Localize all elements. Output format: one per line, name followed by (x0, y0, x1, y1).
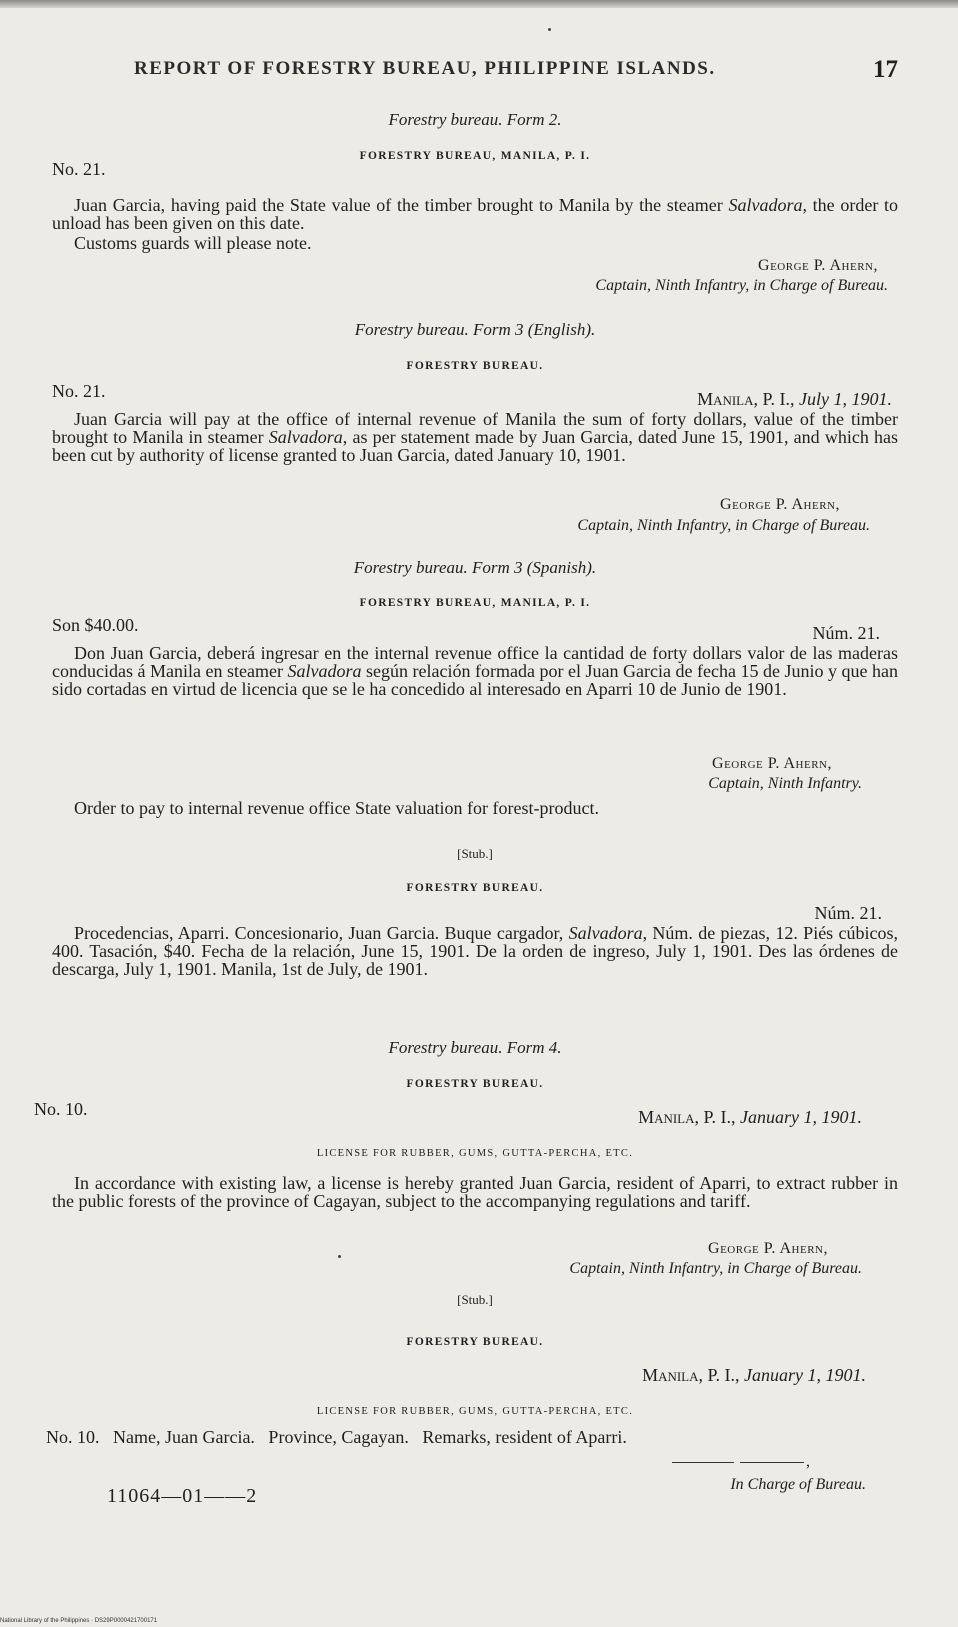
form2-text: , the order to unload has been given on this date. (52, 195, 899, 233)
form4-signature-name: George P. Ahern, (708, 1240, 828, 1257)
form3es-number: Núm. 21. (812, 623, 880, 643)
form3es-title: Forestry bureau. Form 3 (Spanish). (353, 558, 597, 577)
signature-blank (740, 1462, 804, 1463)
form3es-paragraph (52, 644, 898, 698)
form3es-org: FORESTRY BUREAU, MANILA, P. I. (359, 597, 591, 609)
form2-paragraph (52, 196, 898, 232)
form3en-paragraph (52, 410, 898, 464)
stub2-signature-title: In Charge of Bureau. (730, 1476, 866, 1493)
form3es-amount: Son $40.00. (52, 615, 139, 635)
date: January 1, 1901. (740, 1107, 862, 1127)
form3es-signature-title: Captain, Ninth Infantry. (708, 775, 862, 792)
place: Manila, P. I., (642, 1365, 745, 1385)
stub1-text: Procedencias, Aparri. Concesionario, Juan Garcia. Buque cargador, (74, 923, 569, 943)
form2-org: FORESTRY BUREAU, MANILA, P. I. (359, 150, 591, 162)
form3en-org: FORESTRY BUREAU. (406, 360, 544, 372)
vessel-name: Salvadora (568, 923, 643, 943)
form3es-text: Don Juan Garcia, deberá ingresar en the internal revenue office la cantidad de forty dollars valor de las maderas conducidas á Manila en steamer (52, 643, 898, 681)
print-speck (548, 28, 551, 31)
form4-paragraph: In accordance with existing law, a license is hereby granted Juan Garcia, resident of Aparri, to extract rubber in the public forests of the province of Cagayan, subject to the accompanying regulations and tariff. (52, 1173, 898, 1211)
date: January 1, 1901. (744, 1365, 866, 1385)
form4-license-heading: LICENSE FOR RUBBER, GUMS, GUTTA-PERCHA, ETC. (316, 1148, 634, 1159)
form4-title: Forestry bureau. Form 4. (388, 1038, 562, 1057)
form2-text: Juan Garcia, having paid the State value of the timber brought to Manila by the steamer (74, 195, 729, 215)
form4-number: No. 10. (34, 1099, 88, 1119)
form3es-text: según relación formada por el Juan Garcia de fecha 15 de Junio y que han sido cortadas en virtud de licencia que se le ha concedido al interesado en Aparri 10 de Junio de 1901. (52, 661, 898, 699)
form3en-number: No. 21. (52, 381, 106, 401)
scan-credit: National Library of the Philippines · DS29P0000421700171 (0, 1618, 158, 1624)
form2-title: Forestry bureau. Form 2. (388, 110, 562, 129)
form2-number: No. 21. (52, 159, 106, 179)
form3es-note: Order to pay to internal revenue office State valuation for forest-product. (74, 798, 599, 818)
form3en-text: , as per statement made by Juan Garcia, dated June 15, 1901, and which has been cut by authority of license granted to Juan Garcia, dated January 10, 1901. (52, 427, 898, 465)
form2-signature-title: Captain, Ninth Infantry, in Charge of Bureau. (595, 277, 888, 294)
vessel-name: Salvadora (728, 195, 803, 215)
form2-note: Customs guards will please note. (74, 233, 312, 253)
stub2-dateline (52, 1366, 866, 1384)
date: July 1, 1901. (799, 389, 892, 409)
vessel-name: Salvadora (268, 427, 343, 447)
form3en-signature-name: George P. Ahern, (720, 496, 840, 513)
form2-signature-name: George P. Ahern, (758, 257, 878, 274)
stub2-license-heading: LICENSE FOR RUBBER, GUMS, GUTTA-PERCHA, ETC. (316, 1406, 634, 1417)
signature-mark: 11064—01——2 (107, 1485, 258, 1507)
stub1-label: [Stub.] (457, 846, 493, 861)
stub2-org: FORESTRY BUREAU. (406, 1336, 544, 1348)
stub1-number: Núm. 21. (814, 903, 882, 923)
place: Manila, P. I., (638, 1107, 741, 1127)
stub1-text: , Núm. de piezas, 12. Piés cúbicos, 400. Tasación, $40. Fecha de la relación, June 15, 1901. De la orden de ingreso, July 1, 1901. Des las órdenes de descarga, July 1, 1901. Manila, 1st de July, de 1901. (52, 923, 898, 979)
signature-comma: , (806, 1453, 810, 1470)
form4-org: FORESTRY BUREAU. (406, 1078, 544, 1090)
stub1-org: FORESTRY BUREAU. (406, 882, 544, 894)
page-number: 17 (873, 56, 898, 83)
stub1-paragraph (52, 924, 898, 978)
signature-blank (672, 1462, 734, 1463)
running-head: REPORT OF FORESTRY BUREAU, PHILIPPINE ISLANDS. (134, 58, 716, 79)
form3en-title: Forestry bureau. Form 3 (English). (354, 320, 596, 339)
form3en-dateline (52, 390, 892, 408)
form3es-signature-name: George P. Ahern, (712, 755, 832, 772)
stub2-label: [Stub.] (457, 1292, 493, 1307)
stub2-entry: No. 10. Name, Juan Garcia. Province, Cagayan. Remarks, resident of Aparri. (46, 1427, 627, 1447)
form4-dateline (52, 1108, 862, 1126)
form3en-signature-title: Captain, Ninth Infantry, in Charge of Bureau. (577, 517, 870, 534)
form4-signature-title: Captain, Ninth Infantry, in Charge of Bureau. (569, 1260, 862, 1277)
scan-top-edge (0, 0, 958, 8)
place: Manila, P. I., (697, 389, 800, 409)
form3en-text: Juan Garcia will pay at the office of internal revenue of Manila the sum of forty dollars, value of the timber brought to Manila in steamer (52, 409, 898, 447)
vessel-name: Salvadora (287, 661, 362, 681)
